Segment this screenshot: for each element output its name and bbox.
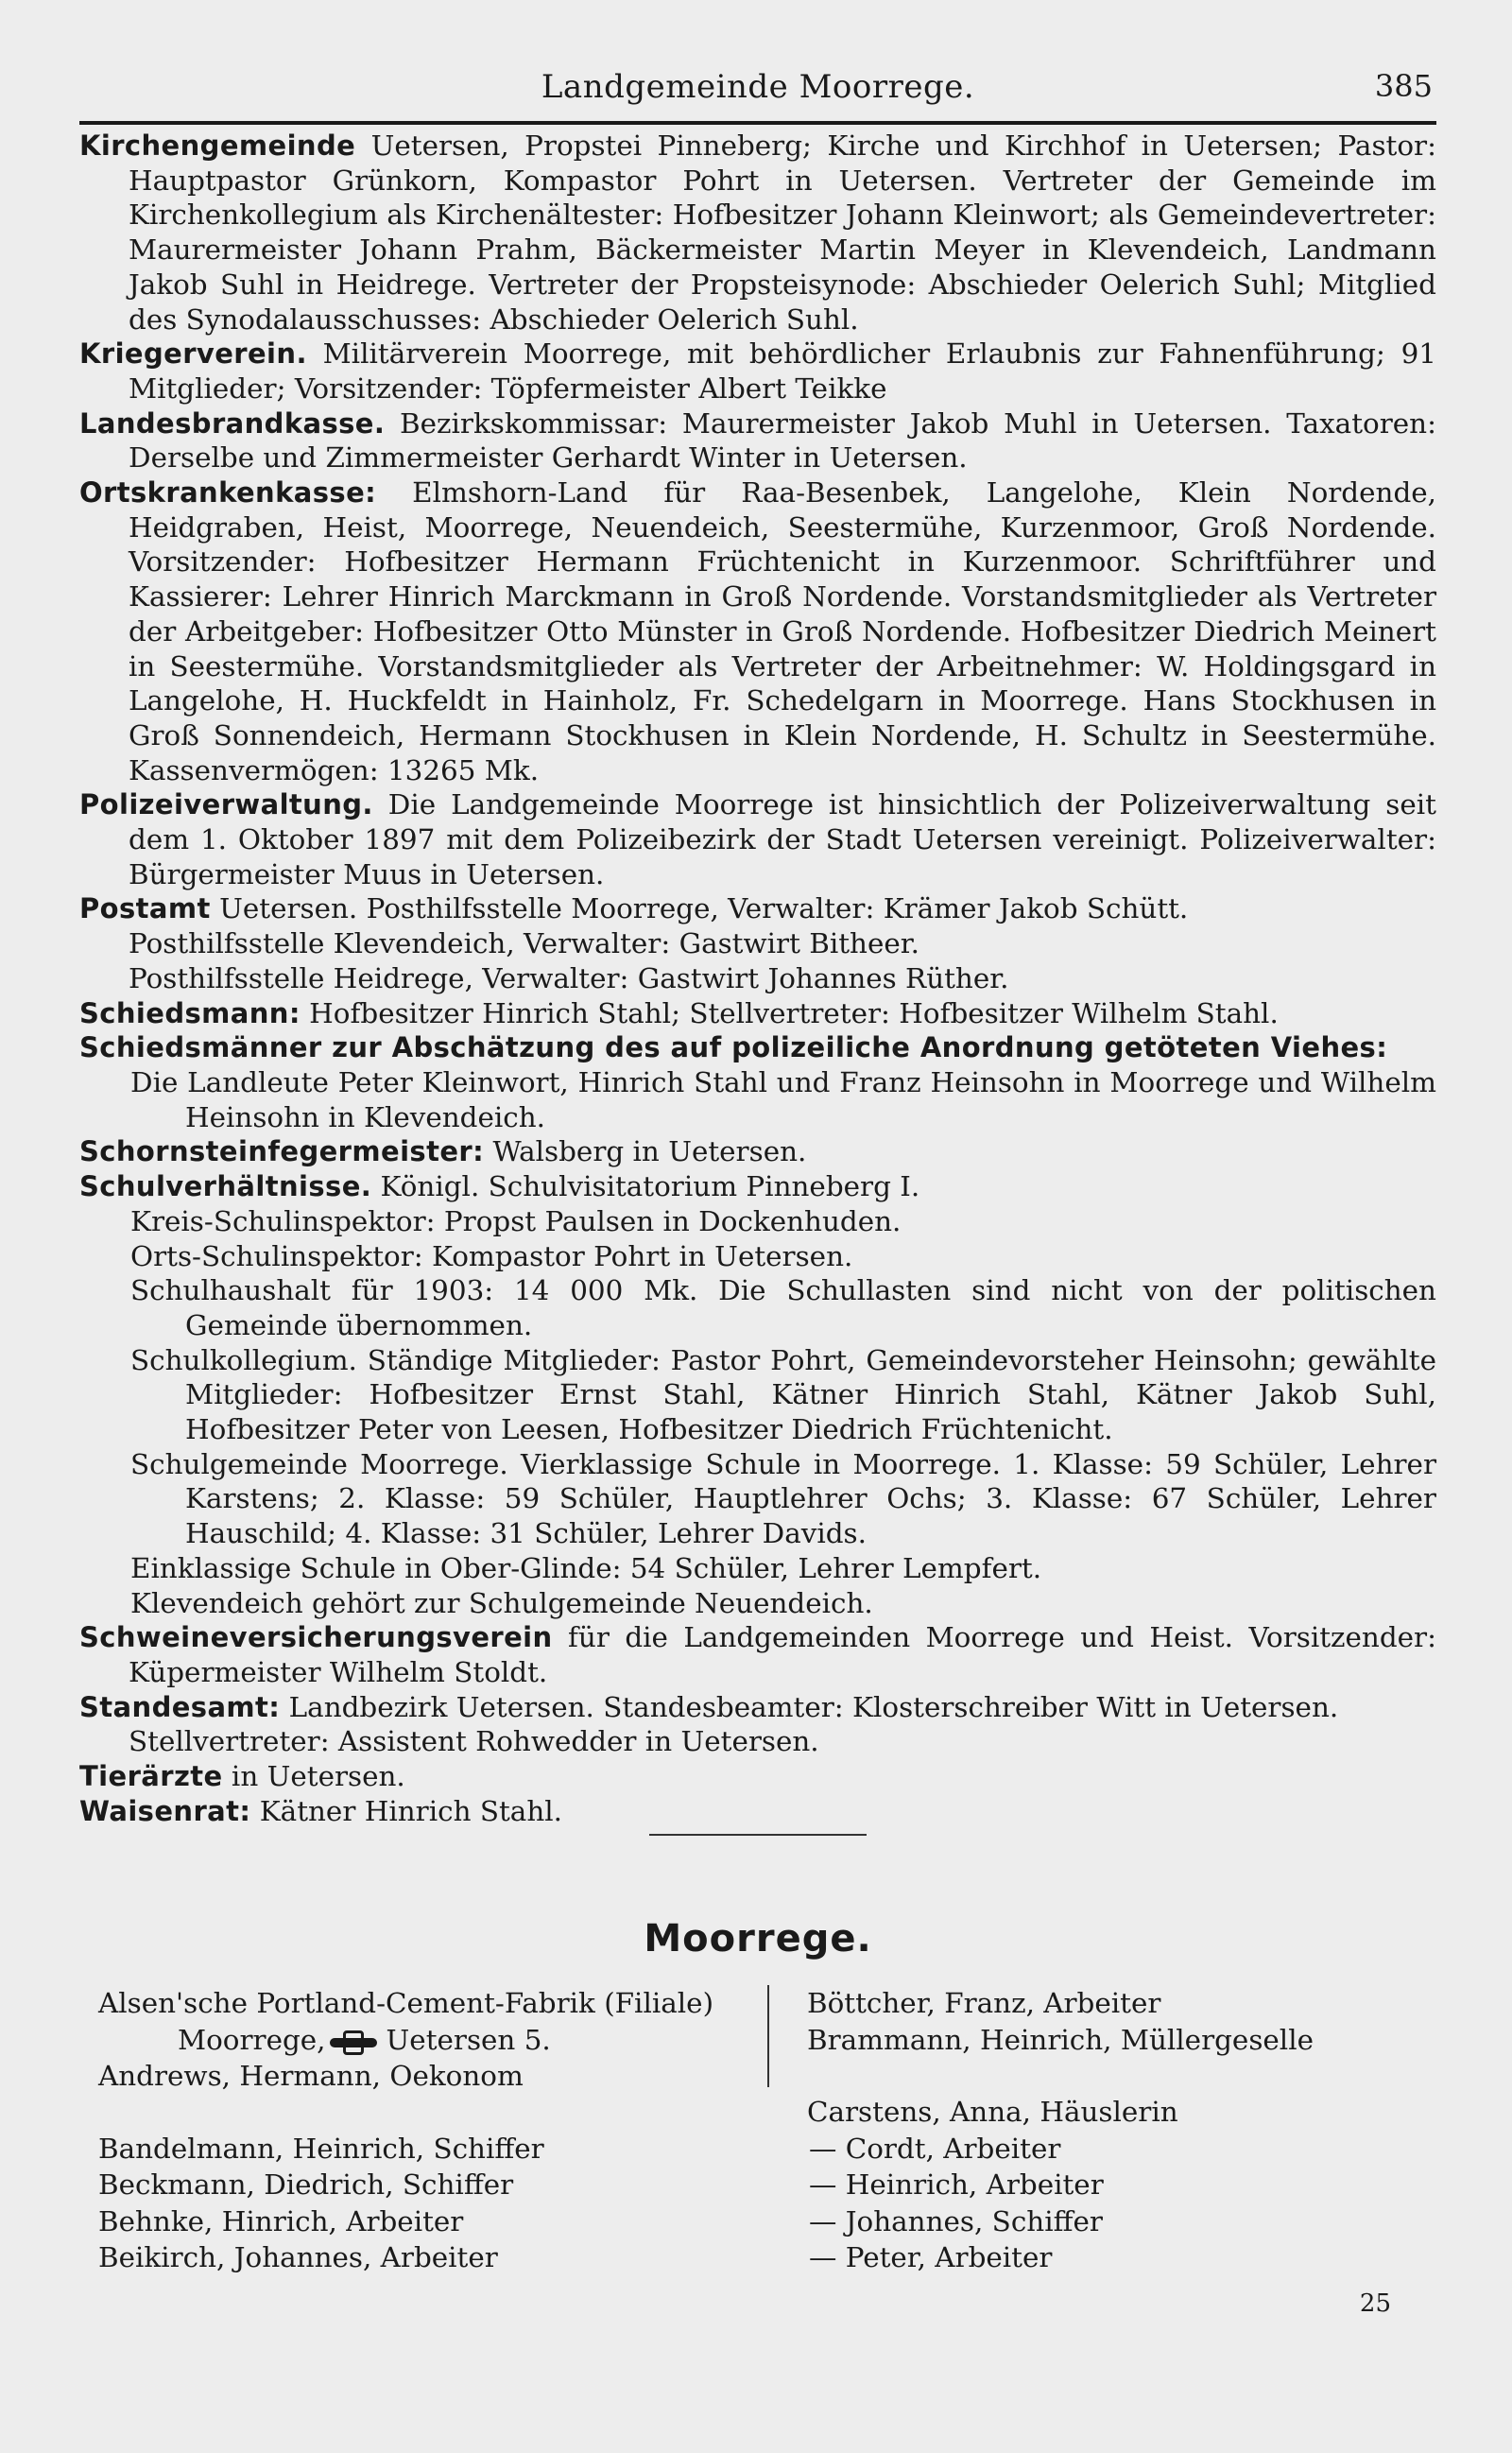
school-line: Schulgemeinde Moorrege. Vierklassige Schule in Moorrege. 1. Klasse: 59 Schüler, Lehrer Karstens; 2. Klasse: 59 Schüler, Hauptlehrer Ochs; 3. Klasse: 67 Schüler, Lehrer Hauschild; 4. Klasse: 31 Schüler, Lehrer Davids. (130, 1447, 1436, 1550)
entry-key: Landesbrandkasse. (79, 406, 386, 440)
schiedsmaenner-text: Die Landleute Peter Kleinwort, Hinrich Stahl und Franz Heinsohn in Moorrege und Wilhelm Heinsohn in Klevendeich. (130, 1065, 1436, 1133)
column-divider (767, 1985, 769, 2087)
sheet-number: 25 (1359, 2289, 1391, 2318)
telephone-icon (330, 2034, 383, 2049)
list-item: Böttcher, Franz, Arbeiter (807, 1987, 1161, 2019)
entry-landesbrandkasse (79, 406, 1436, 475)
entry-key: Ortskrankenkasse: (79, 476, 377, 510)
entry-schulverhaeltnisse (79, 1169, 1436, 1204)
entries-body (79, 129, 1436, 1828)
entry-text: in Uetersen. (222, 1760, 405, 1793)
list-item: Carstens, Anna, Häuslerin (807, 2096, 1178, 2128)
entry-key: Kriegerverein. (79, 337, 307, 371)
school-line: Orts-Schulinspektor: Kompastor Pohrt in Uetersen. (130, 1239, 853, 1272)
entry-text: Bezirkskommissar: Maurermeister Jakob Muhl in Uetersen. Taxatoren: Derselbe und Zimmermeister Gerhardt Winter in Uetersen. (129, 406, 1436, 475)
list-item: Bandelmann, Heinrich, Schiffer (98, 2132, 544, 2165)
entry-text: Uetersen, Propstei Pinneberg; Kirche und Kirchhof in Uetersen; Pastor: Hauptpastor Grünkorn, Kompastor Pohrt in Uetersen. Vertreter der Gemeinde im Kirchenkollegium als Kirchenältester: Hofbesitzer Johann Kleinwort; als Gemeindevertreter: Maurermeister Johann Prahm, Bäckermeister Martin Meyer in Klevendeich, Landmann Jakob Suhl in Heidrege. Vertreter der Propsteisynode: Abschieder Oelerich Suhl; Mitglied des Synodalausschusses: Abschieder Oelerich Suhl. (129, 130, 1436, 336)
list-item-phone: Uetersen 5. (386, 2023, 551, 2056)
postamt-line: Posthilfsstelle Heidrege, Verwalter: Gastwirt Johannes Rüther. (129, 961, 1009, 994)
school-line: Kreis-Schulinspektor: Propst Paulsen in Dockenhuden. (130, 1204, 902, 1237)
entry-text: Hofbesitzer Hinrich Stahl; Stellvertreter: Hofbesitzer Wilhelm Stahl. (300, 996, 1279, 1029)
list-item: — Johannes, Schiffer (809, 2204, 1103, 2237)
directory-heading: Moorrege. (644, 1917, 872, 1961)
section-divider (79, 1834, 1436, 1836)
divider-rule (649, 1834, 867, 1836)
list-item (98, 2022, 750, 2059)
entry-key: Polizeiverwaltung. (79, 788, 373, 821)
entry-key: Kirchengemeinde (79, 130, 356, 162)
list-item: — Heinrich, Arbeiter (809, 2168, 1104, 2201)
entry-schiedsmann (79, 996, 1436, 1031)
entry-key: Waisenrat: (79, 1794, 251, 1827)
entry-key: Schiedsmänner zur Abschätzung des auf polizeiliche Anordnung getöteten Viehes: (79, 1031, 1388, 1064)
entry-key: Schiedsmann: (79, 996, 301, 1029)
entry-text: Die Landgemeinde Moorrege ist hinsichtlich der Polizeiverwaltung seit dem 1. Oktober 1897 mit dem Polizeibezirk der Stadt Uetersen vereinigt. Polizeiverwalter: Bürgermeister Muus in Uetersen. (129, 788, 1436, 890)
list-item: Brammann, Heinrich, Müllergeselle (807, 2023, 1314, 2056)
directory-right-column (807, 1985, 1450, 2276)
school-line: Schulhaushalt für 1903: 14 000 Mk. Die Schullasten sind nicht von der politischen Gemeinde übernommen. (130, 1274, 1436, 1341)
page-number: 385 (1374, 68, 1433, 104)
entry-key: Schweineversicherungsverein (79, 1621, 553, 1654)
entry-postamt (79, 891, 1436, 926)
list-item-place: Moorrege, (178, 2023, 326, 2056)
entry-waisenrat (79, 1794, 1436, 1829)
entry-schiedsmaenner (79, 1030, 1436, 1065)
page-header (79, 64, 1436, 125)
entry-text: Kätner Hinrich Stahl. (250, 1794, 563, 1827)
entry-key: Postamt (79, 892, 211, 925)
entry-key: Standesamt: (79, 1690, 281, 1723)
entry-tieraerzte (79, 1759, 1436, 1794)
school-line: Schulkollegium. Ständige Mitglieder: Pastor Pohrt, Gemeindevorsteher Heinsohn; gewählte Mitglieder: Hofbesitzer Ernst Stahl, Kätner Hinrich Stahl, Kätner Jakob Suhl, Hofbesitzer Peter von Leesen, Hofbesitzer Diedrich Früchtenicht. (130, 1343, 1436, 1446)
entry-text: Militärverein Moorrege, mit behördlicher Erlaubnis zur Fahnenführung; 91 Mitglieder; Vorsitzender: Töpfermeister Albert Teikke (129, 337, 1436, 405)
entry-text: Königl. Schulvisitatorium Pinneberg I. (371, 1170, 920, 1203)
school-line: Klevendeich gehört zur Schulgemeinde Neuendeich. (130, 1586, 873, 1619)
page-title: Landgemeinde Moorrege. (541, 68, 975, 106)
entry-text: Walsberg in Uetersen. (484, 1135, 807, 1168)
standesamt-line: Stellvertreter: Assistent Rohwedder in Uetersen. (129, 1725, 819, 1758)
list-item: Beikirch, Johannes, Arbeiter (98, 2241, 498, 2273)
entry-key: Schornsteinfegermeister: (79, 1135, 485, 1168)
entry-standesamt (79, 1690, 1436, 1725)
list-item: — Cordt, Arbeiter (809, 2132, 1061, 2165)
entry-text: Uetersen. Posthilfsstelle Moorrege, Verwalter: Krämer Jakob Schütt. (210, 892, 1189, 925)
list-item: Beckmann, Diedrich, Schiffer (98, 2168, 514, 2201)
entry-text: für die Landgemeinden Moorrege und Heist. Vorsitzender: Küpermeister Wilhelm Stoldt. (129, 1621, 1436, 1688)
postamt-line: Posthilfsstelle Klevendeich, Verwalter: Gastwirt Bitheer. (129, 927, 919, 960)
list-item: Behnke, Hinrich, Arbeiter (98, 2204, 464, 2237)
list-item: Andrews, Hermann, Oekonom (98, 2060, 524, 2092)
entry-schweineversicherung (79, 1620, 1436, 1689)
entry-schornsteinfeger (79, 1134, 1436, 1169)
entry-kirchengemeinde (79, 129, 1436, 337)
entry-kriegerverein (79, 337, 1436, 406)
entry-text: Elmshorn-Land für Raa-Besenbek, Langelohe, Klein Nordende, Heidgraben, Heist, Moorrege, Neuendeich, Seestermühe, Kurzenmoor, Groß Nordende. Vorsitzender: Hofbesitzer Hermann Früchtenicht in Kurzenmoor. Schriftführer und Kassierer: Lehrer Hinrich Marckmann in Groß Nordende. Vorstandsmitglieder als Vertreter der Arbeitgeber: Hofbesitzer Otto Münster in Groß Nordende. Hofbesitzer Diedrich Meinert in Seestermühe. Vorstandsmitglieder als Vertreter der Arbeitnehmer: W. Holdingsgard in Langelohe, H. Huckfeldt in Hainholz, Fr. Schedelgarn in Moorrege. Hans Stockhusen in Groß Sonnendeich, Hermann Stockhusen in Klein Nordende, H. Schultz in Seestermühe. Kassenvermögen: 13265 Mk. (129, 476, 1436, 786)
entry-polizeiverwaltung (79, 787, 1436, 891)
list-item: — Peter, Arbeiter (809, 2241, 1053, 2273)
school-line: Einklassige Schule in Ober-Glinde: 54 Schüler, Lehrer Lempfert. (130, 1551, 1042, 1584)
entry-key: Tierärzte (79, 1760, 223, 1793)
list-item: Alsen'sche Portland-Cement-Fabrik (Filiale) (98, 1987, 714, 2019)
entry-ortskrankenkasse (79, 475, 1436, 787)
directory-left-column (98, 1985, 750, 2276)
entry-text: Landbezirk Uetersen. Standesbeamter: Klosterschreiber Witt in Uetersen. (280, 1690, 1339, 1723)
entry-key: Schulverhältnisse. (79, 1170, 372, 1203)
